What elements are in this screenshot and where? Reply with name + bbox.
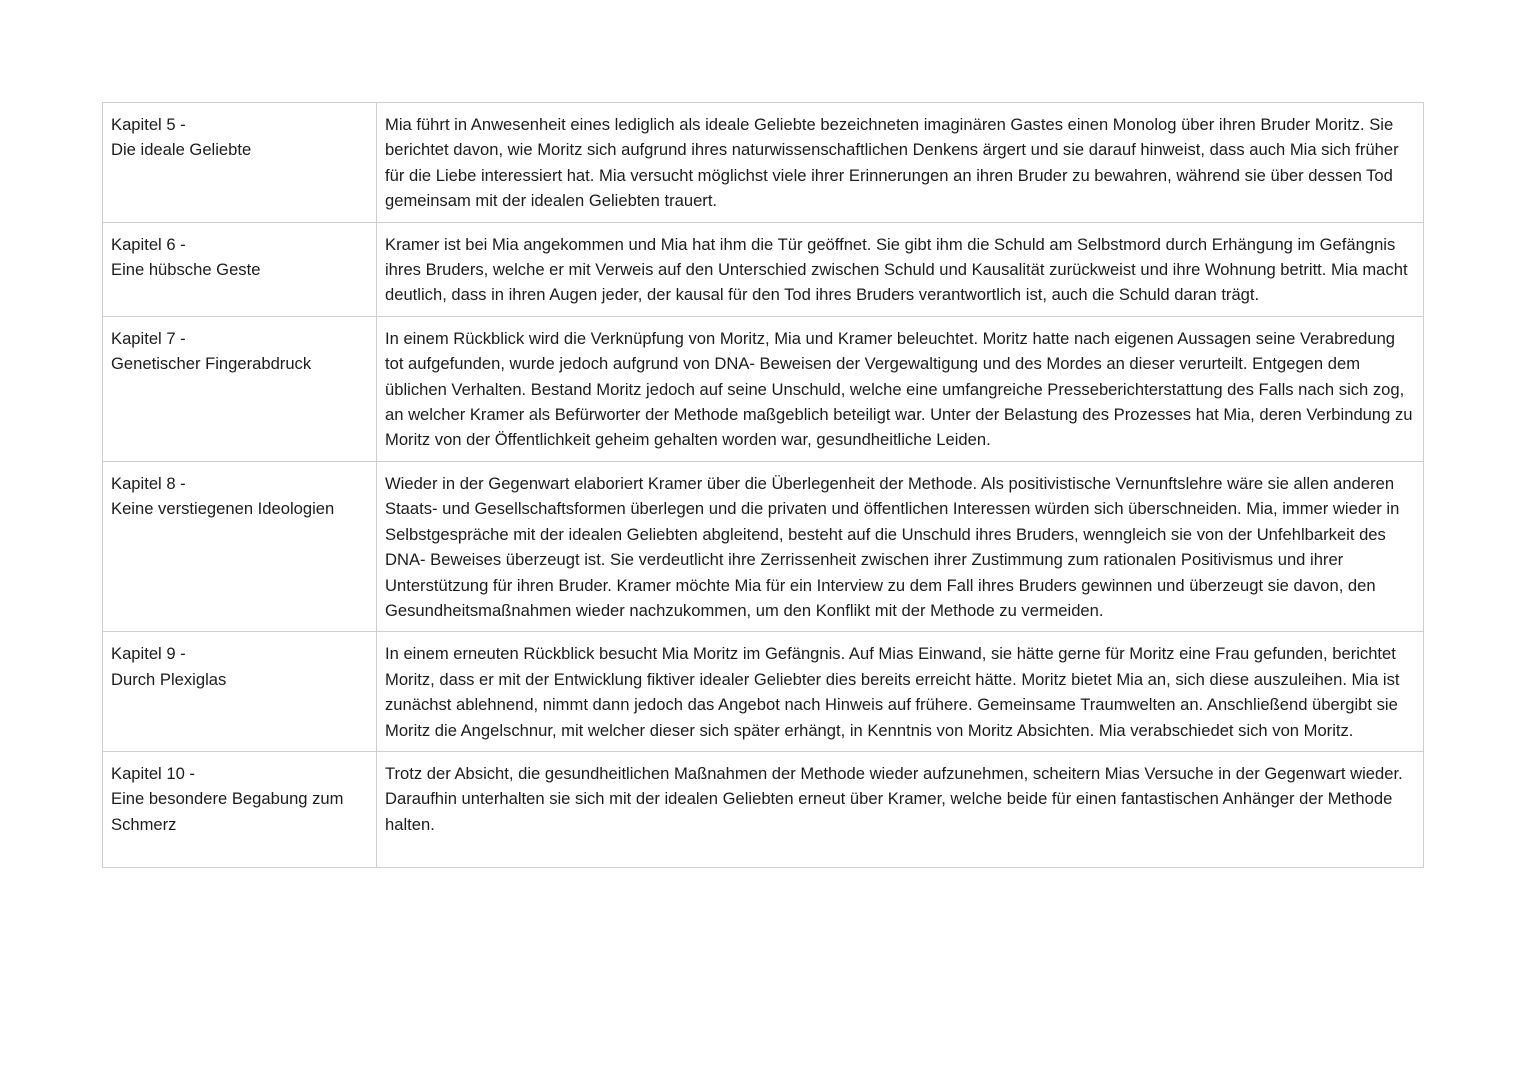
table-row	[103, 316, 1424, 461]
summary-cell: Wieder in der Gegenwart elaboriert Kramer über die Überlegenheit der Methode. Als positivistische Vernunftslehre wäre sie allen anderen Staats- und Gesellschaftsformen überlegen und die privaten und öffentlichen Interessen würden sich überschneiden. Mia, immer wieder in Selbstgespräche mit der idealen Geliebten abgleitend, besteht auf die Unschuld ihres Bruders, wenngleich sie von der Unfehlbarkeit des DNA- Beweises überzeugt ist. Sie verdeutlicht ihre Zerrissenheit zwischen ihrer Zustimmung zum rationalen Positivismus und ihrer Unterstützung für ihren Bruder. Kramer möchte Mia für ein Interview zu dem Fall ihres Bruders gewinnen und überzeugt sie davon, den Gesundheitsmaßnahmen wieder nachzukommen, um den Konflikt mit der Methode zu vermeiden.	[377, 461, 1424, 631]
document-page	[102, 102, 1424, 868]
chapter-cell	[103, 461, 377, 631]
chapter-cell	[103, 751, 377, 867]
chapter-title: Keine verstiegenen Ideologien	[111, 499, 335, 519]
chapter-summary-table	[102, 102, 1424, 868]
chapter-number: Kapitel 5 -	[111, 115, 186, 134]
table-row	[103, 632, 1424, 752]
chapter-number: Kapitel 10 -	[111, 763, 195, 783]
chapter-title: Die ideale Geliebte	[111, 140, 252, 160]
chapter-title: Durch Plexiglas	[111, 669, 227, 689]
chapter-cell	[103, 222, 377, 316]
chapter-title: Eine hübsche Geste	[111, 260, 261, 280]
summary-cell: In einem erneuten Rückblick besucht Mia Moritz im Gefängnis. Auf Mias Einwand, sie hätte gerne für Moritz eine Frau gefunden, berichtet Moritz, dass er mit der Entwicklung fiktiver idealer Geliebter dies bereits erreicht hätte. Moritz bietet Mia an, sich diese auszuleihen. Mia ist zunächst ablehnend, nimmt dann jedoch das Angebot nach Hinweis auf frühere. Gemeinsame Traumwelten an. Anschließend übergibt sie Moritz die Angelschnur, mit welcher dieser sich später erhängt, in Kenntnis von Moritz Absichten. Mia verabschiedet sich von Moritz.	[377, 632, 1424, 752]
summary-cell: In einem Rückblick wird die Verknüpfung von Moritz, Mia und Kramer beleuchtet. Moritz hatte nach eigenen Aussagen seine Verabredung tot aufgefunden, wurde jedoch aufgrund von DNA- Beweisen der Vergewaltigung und des Mordes an dieser verurteilt. Entgegen dem üblichen Verhalten. Bestand Moritz jedoch auf seine Unschuld, welche eine umfangreiche Presseberichterstattung des Falls nach sich zog, an welcher Kramer als Befürworter der Methode maßgeblich beteiligt war. Unter der Belastung des Prozesses hat Mia, deren Verbindung zu Moritz von der Öffentlichkeit geheim gehalten worden war, gesundheitliche Leiden.	[377, 316, 1424, 461]
summary-cell: Kramer ist bei Mia angekommen und Mia hat ihm die Tür geöffnet. Sie gibt ihm die Schuld am Selbstmord durch Erhängung im Gefängnis ihres Bruders, welche er mit Verweis auf den Unterschied zwischen Schuld und Kausalität zurückweist und ihre Wohnung betritt. Mia macht deutlich, dass in ihren Augen jeder, der kausal für den Tod ihres Bruders verantwortlich ist, auch die Schuld daran trägt.	[377, 222, 1424, 316]
table-row	[103, 103, 1424, 223]
chapter-number: Kapitel 6 -	[111, 234, 186, 254]
chapter-number: Kapitel 9 -	[111, 644, 186, 664]
chapter-title: Genetischer Fingerabdruck	[111, 354, 312, 374]
chapter-cell	[103, 103, 377, 223]
table-row	[103, 461, 1424, 631]
chapter-number: Kapitel 8 -	[111, 473, 186, 493]
table-row	[103, 751, 1424, 867]
summary-cell: Trotz der Absicht, die gesundheitlichen Maßnahmen der Methode wieder aufzunehmen, scheitern Mias Versuche in der Gegenwart wieder. Daraufhin unterhalten sie sich mit der idealen Geliebten erneut über Kramer, welche beide für einen fantastischen Anhänger der Methode halten.	[377, 751, 1424, 867]
chapter-cell	[103, 632, 377, 752]
chapter-title: Eine besondere Begabung zum Schmerz	[111, 789, 344, 834]
table-row	[103, 222, 1424, 316]
chapter-number: Kapitel 7 -	[111, 328, 186, 348]
chapter-cell	[103, 316, 377, 461]
summary-cell: Mia führt in Anwesenheit eines lediglich als ideale Geliebte bezeichneten imaginären Gastes einen Monolog über ihren Bruder Moritz. Sie berichtet davon, wie Moritz sich aufgrund ihres naturwissenschaftlichen Denkens ärgert und sie darauf hinweist, dass auch Mia sich früher für die Liebe interessiert hat. Mia versucht möglichst viele ihrer Erinnerungen an ihren Bruder zu bewahren, während sie über dessen Tod gemeinsam mit der idealen Geliebten trauert.	[377, 103, 1424, 223]
